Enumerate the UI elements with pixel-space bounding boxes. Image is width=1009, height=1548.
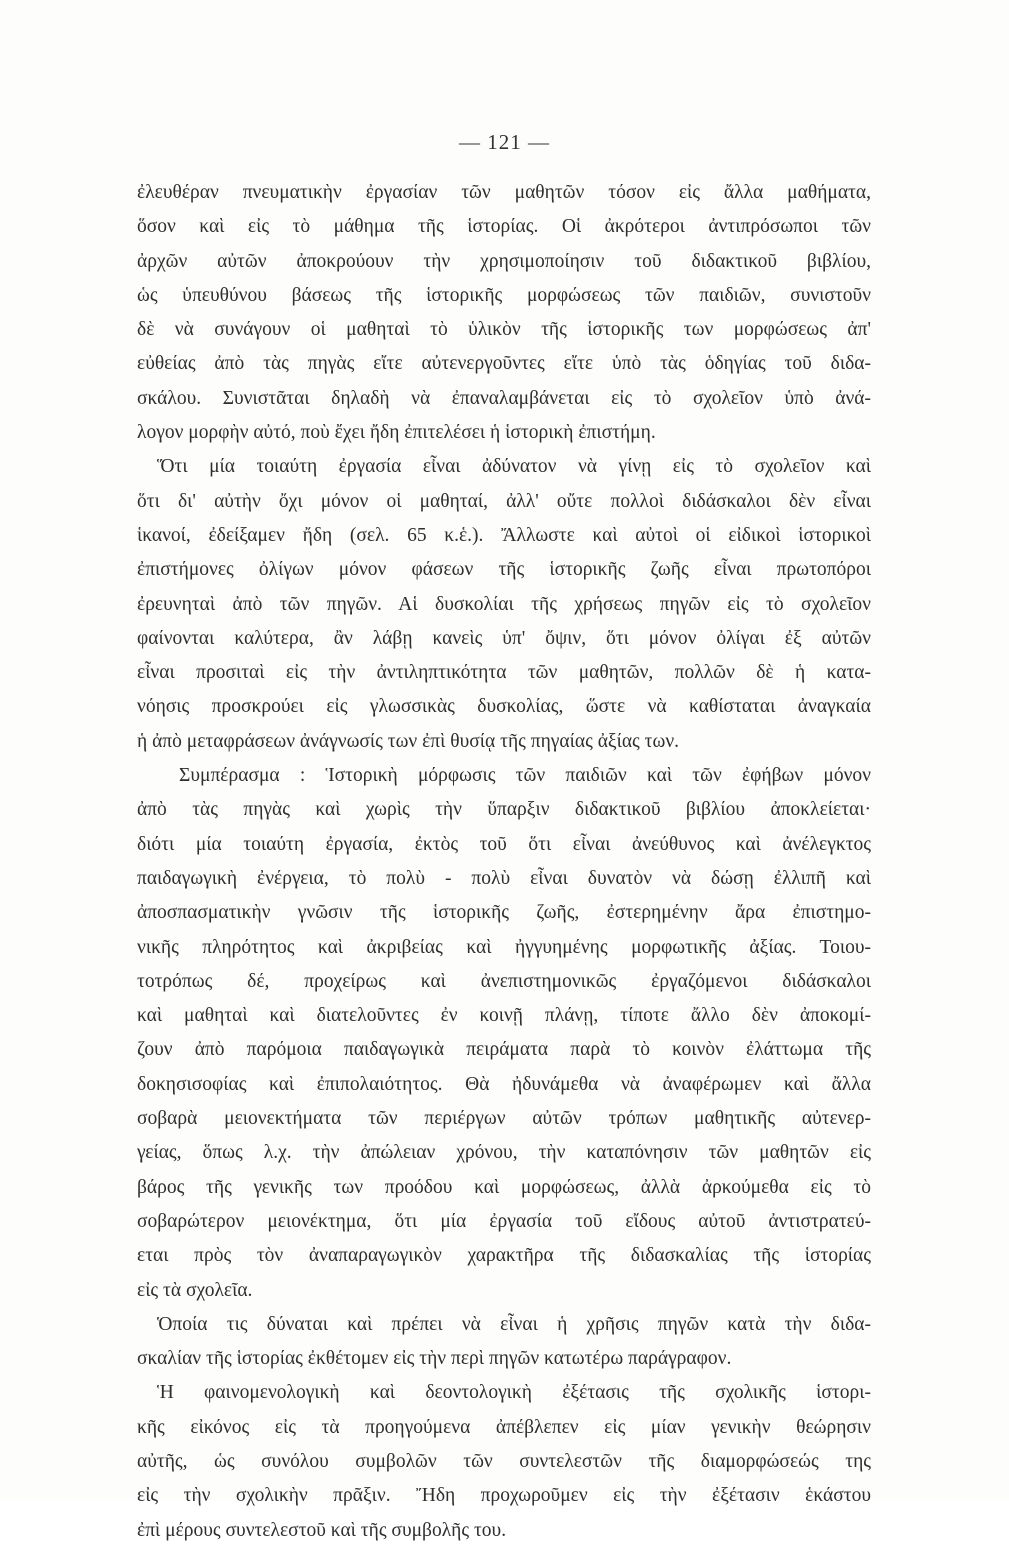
text-line: ὅτι δι' αὐτὴν ὄχι μόνον οἱ μαθηταί, ἀλλ' οὔτε πολλοὶ διδάσκαλοι δὲν εἶναι (137, 490, 871, 512)
text-line: ἀπὸ τὰς πηγὰς καὶ χωρὶς τὴν ὕπαρξιν διδακτικοῦ βιβλίου ἀποκλείεται· (137, 799, 871, 821)
text-line: ἐπιστήμονες ὀλίγων μόνον φάσεων τῆς ἱστορικῆς ζωῆς εἶναι πρωτοπόροι (137, 559, 871, 581)
text-line: ἡ ἀπὸ μεταφράσεων ἀνάγνωσίς των ἐπὶ θυσίᾳ τῆς πηγαίας ἀξίας των. (137, 730, 680, 752)
text-line: Ὁποία τις δύναται καὶ πρέπει νὰ εἶναι ἡ χρῆσις πηγῶν κατὰ τὴν διδα- (157, 1313, 871, 1335)
page-number: — 121 — (459, 130, 550, 154)
text-line: ἐλευθέραν πνευματικὴν ἐργασίαν τῶν μαθητῶν τόσον εἰς ἄλλα μαθήματα, (137, 182, 871, 203)
text-line: ἀρχῶν αὐτῶν ἀποκρούουν τὴν χρησιμοποίησιν τοῦ διδακτικοῦ βιβλίου, (137, 250, 871, 272)
text-line: λογον μορφὴν αὐτό, ποὺ ἔχει ἤδη ἐπιτελέσει ἡ ἱστορικὴ ἐπιστήμη. (137, 422, 656, 444)
text-line: εἰς τὰ σχολεῖα. (137, 1279, 253, 1301)
text-line: παιδαγωγικὴ ἐνέργεια, τὸ πολὺ - πολὺ εἶναι δυνατὸν νὰ δώσῃ ἐλλιπῆ καὶ (137, 867, 871, 889)
text-line: εται πρὸς τὸν ἀναπαραγωγικὸν χαρακτῆρα τῆς διδασκαλίας τῆς ἱστορίας (137, 1245, 871, 1267)
text-line: σοβαρὰ μειονεκτήματα τῶν περιέργων αὐτῶν τρόπων μαθητικῆς αὐτενερ- (137, 1108, 871, 1130)
text-line: αὐτῆς, ὡς συνόλου συμβολῶν τῶν συντελεστῶν τῆς διαμορφώσεώς της (137, 1450, 871, 1472)
text-line: ἐρευνηταὶ ἀπὸ τῶν πηγῶν. Αἱ δυσκολίαι τῆς χρήσεως πηγῶν εἰς τὸ σχολεῖον (137, 593, 871, 615)
text-line: σκαλίαν τῆς ἱστορίας ἐκθέτομεν εἰς τὴν περὶ πηγῶν κατωτέρω παράγραφον. (137, 1348, 732, 1370)
body-text (137, 176, 871, 1548)
text-line: ζουν ἀπὸ παρόμοια παιδαγωγικὰ πειράματα παρὰ τὸ κοινὸν ἐλάττωμα τῆς (137, 1039, 871, 1061)
text-line: βάρος τῆς γενικῆς των προόδου καὶ μορφώσεως, ἀλλὰ ἀρκούμεθα εἰς τὸ (137, 1176, 871, 1198)
text-line: δὲ νὰ συνάγουν οἱ μαθηταὶ τὸ ὑλικὸν τῆς ἱστορικῆς των μορφώσεως ἀπ' (137, 319, 871, 341)
text-line: τοτρόπως δέ, προχείρως καὶ ἀνεπιστημονικῶς ἐργαζόμενοι διδάσκαλοι (137, 970, 871, 992)
text-line: ἱκανοί, ἐδείξαμεν ἤδη (σελ. 65 κ.ἑ.). Ἄλλωστε καὶ αὐτοὶ οἱ εἰδικοὶ ἱστορικοὶ (137, 524, 871, 546)
text-line: γείας, ὅπως λ.χ. τὴν ἀπώλειαν χρόνου, τὴν καταπόνησιν τῶν μαθητῶν εἰς (137, 1142, 871, 1164)
text-line: καὶ μαθηταὶ καὶ διατελοῦντες ἐν κοινῇ πλάνῃ, τίποτε ἄλλο δὲν ἀποκομί- (137, 1005, 871, 1027)
text-line: ἀποσπασματικὴν γνῶσιν τῆς ἱστορικῆς ζωῆς, ἐστερημένην ἄρα ἐπιστημο- (137, 902, 871, 924)
text-line: εὐθείας ἀπὸ τὰς πηγὰς εἴτε αὐτενεργοῦντες εἴτε ὑπὸ τὰς ὁδηγίας τοῦ διδα- (137, 353, 871, 375)
text-line: κῆς εἰκόνος εἰς τὰ προηγούμενα ἀπέβλεπεν εἰς μίαν γενικὴν θεώρησιν (137, 1416, 871, 1438)
text-line: νόησις προσκρούει εἰς γλωσσικὰς δυσκολίας, ὥστε νὰ καθίσταται ἀναγκαία (137, 696, 871, 718)
text-line: νικῆς πληρότητος καὶ ἀκριβείας καὶ ἠγγυημένης μορφωτικῆς ἀξίας. Τοιου- (137, 936, 871, 958)
text-line: εἰς τὴν σχολικὴν πρᾶξιν. Ἤδη προχωροῦμεν εἰς τὴν ἐξέτασιν ἑκάστου (137, 1485, 871, 1507)
text-line: ὡς ὑπευθύνου βάσεως τῆς ἱστορικῆς μορφώσεως τῶν παιδιῶν, συνιστοῦν (137, 284, 871, 306)
text-line: σκάλου. Συνιστᾶται δηλαδὴ νὰ ἐπαναλαμβάνεται εἰς τὸ σχολεῖον ὑπὸ ἀνά- (137, 387, 871, 409)
text-line: Ἡ φαινομενολογικὴ καὶ δεοντολογικὴ ἐξέτασις τῆς σχολικῆς ἱστορι- (157, 1382, 871, 1404)
text-line: Συμπέρασμα : Ἱστορικὴ μόρφωσις τῶν παιδιῶν καὶ τῶν ἐφήβων μόνον (179, 765, 871, 787)
text-line: διότι μία τοιαύτη ἐργασία, ἐκτὸς τοῦ ὅτι εἶναι ἀνεύθυνος καὶ ἀνέλεγκτος (137, 833, 871, 855)
text-line: ἐπὶ μέρους συντελεστοῦ καὶ τῆς συμβολῆς του. (137, 1519, 507, 1541)
text-line: σοβαρώτερον μειονέκτημα, ὅτι μία ἐργασία τοῦ εἴδους αὐτοῦ ἀντιστρατεύ- (137, 1210, 871, 1232)
text-line: Ὅτι μία τοιαύτη ἐργασία εἶναι ἀδύνατον νὰ γίνῃ εἰς τὸ σχολεῖον καὶ (157, 456, 871, 478)
text-line: ὅσον καὶ εἰς τὸ μάθημα τῆς ἱστορίας. Οἱ ἀκρότεροι ἀντιπρόσωποι τῶν (137, 216, 871, 238)
text-line: εἶναι προσιταὶ εἰς τὴν ἀντιληπτικότητα τῶν μαθητῶν, πολλῶν δὲ ἡ κατα- (137, 662, 871, 684)
text-line: δοκησισοφίας καὶ ἐπιπολαιότητος. Θὰ ἠδυνάμεθα νὰ ἀναφέρωμεν καὶ ἄλλα (137, 1073, 871, 1095)
text-line: φαίνονται καλύτερα, ἂν λάβῃ κανεὶς ὑπ' ὄψιν, ὅτι μόνον ὀλίγαι ἐξ αὐτῶν (137, 627, 871, 649)
